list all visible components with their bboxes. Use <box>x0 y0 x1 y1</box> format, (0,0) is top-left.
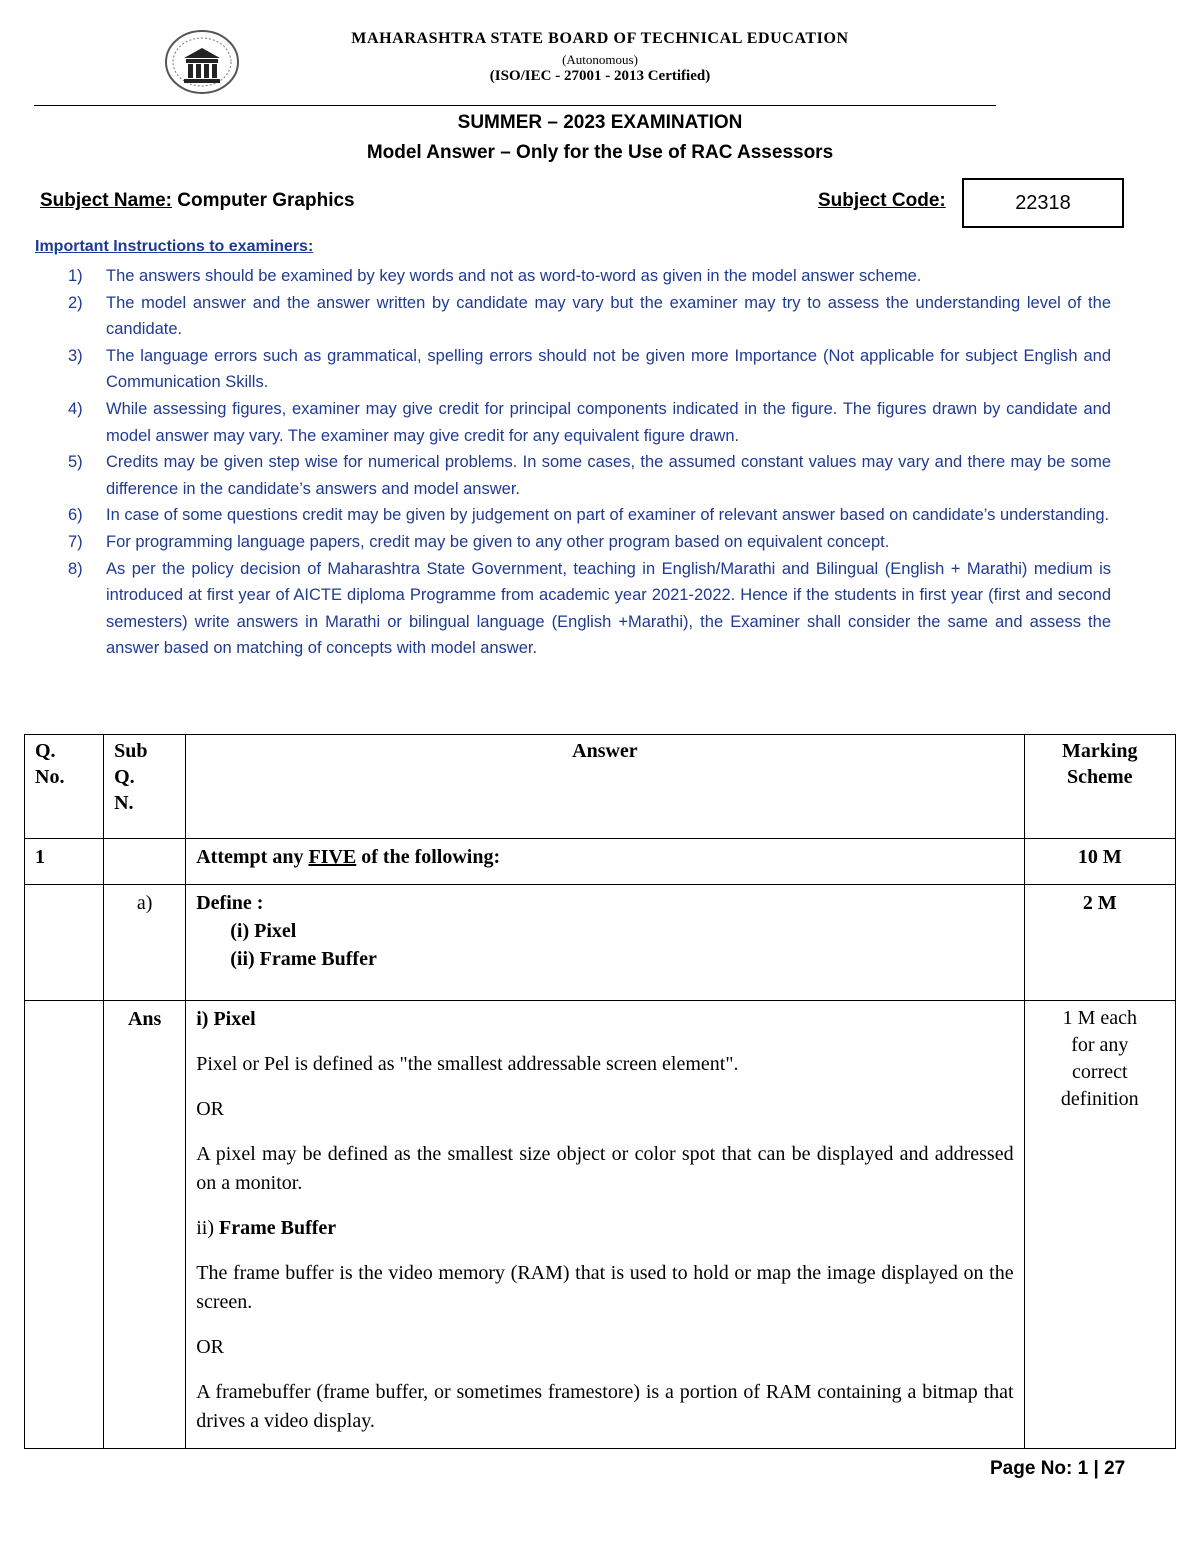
instruction-item: 6) In case of some questions credit may be given by judgement on part of examiner of relevant answer based on candidate’s understanding. <box>68 506 1110 525</box>
row-marks: 10 M <box>1024 839 1175 885</box>
answer-table <box>24 734 1176 1449</box>
instruction-item: 1) The answers should be examined by key words and not as word-to-word as given in the model answer scheme. <box>68 267 922 285</box>
row-marks: 1 M each for any correct definition <box>1024 1001 1175 1449</box>
subject-name <box>40 190 355 212</box>
instruction-item: 8) As per the policy decision of Maharashtra State Government, teaching in English/Marathi and Bilingual (English + Marathi) medium is introduced at first year of AICTE diploma Programme from academic year 2021-2022. Hence if the students in first year (first and second semesters) write answers in Marathi or bilingual language (English +Marathi), the Examiner shall consider the same and assess the answer based on matching of concepts with model answer. <box>68 559 1111 658</box>
answer-or: OR <box>196 1336 225 1358</box>
table-row <box>25 885 1176 1001</box>
row-qno <box>25 885 104 1001</box>
header-divider <box>34 105 996 106</box>
subject-code-value: 22318 <box>962 178 1124 228</box>
row-question: Define : (i) Pixel (ii) Frame Buffer <box>186 885 1024 1001</box>
answer-paragraph: A pixel may be defined as the smallest size object or color spot that can be displayed and addressed on a monitor. <box>196 1143 1014 1194</box>
header-answer: Answer <box>186 735 1024 839</box>
exam-title: SUMMER – 2023 EXAMINATION <box>457 112 743 133</box>
subject-name-label: Subject Name: <box>40 190 172 211</box>
row-question: Attempt any FIVE of the following: <box>186 839 1024 885</box>
table-row <box>25 1001 1176 1449</box>
subject-name-value: Computer Graphics <box>171 190 355 211</box>
row-subqno <box>104 839 186 885</box>
row-subqno: a) <box>104 885 186 1001</box>
iso-certification: (ISO/IEC - 27001 - 2013 Certified) <box>489 68 711 84</box>
instruction-item: 5) Credits may be given step wise for numerical problems. In some cases, the assumed constant values may vary and there may be some difference in the candidate’s answers and model answer. <box>68 453 1111 498</box>
answer-heading-pixel: i) Pixel <box>196 1008 256 1030</box>
row-qno <box>25 1001 104 1449</box>
autonomous-label: (Autonomous) <box>562 52 638 67</box>
instruction-item: 4) While assessing figures, examiner may give credit for principal components indicated in the figure. The figures drawn by candidate and model answer may vary. The examiner may give credit for any equivalent figure drawn. <box>68 399 1111 445</box>
exam-subtitle: Model Answer – Only for the Use of RAC Assessors <box>366 142 834 163</box>
header-marking: Marking Scheme <box>1024 735 1175 839</box>
instruction-item: 2) The model answer and the answer written by candidate may vary but the examiner may try to assess the understanding level of the candidate. <box>68 293 1111 339</box>
row-qno: 1 <box>25 839 104 885</box>
header-subqno: Sub Q. N. <box>104 735 186 839</box>
answer-paragraph: A framebuffer (frame buffer, or sometimes framestore) is a portion of RAM containing a bitmap that drives a video display. <box>196 1381 1014 1432</box>
row-marks: 2 M <box>1024 885 1175 1001</box>
answer-paragraph: Pixel or Pel is defined as "the smallest addressable screen element". <box>196 1053 739 1075</box>
header-qno: Q. No. <box>25 735 104 839</box>
answer-heading-frame-buffer: ii) Frame Buffer <box>196 1217 337 1239</box>
instructions-list <box>68 263 1111 662</box>
instruction-item: 7) For programming language papers, credit may be given to any other program based on equivalent concept. <box>68 532 890 551</box>
table-header-row <box>25 735 1176 839</box>
instruction-item: 3) The language errors such as grammatical, spelling errors should not be given more Importance (Not applicable for subject English and Communication Skills. <box>68 346 1111 392</box>
row-answer <box>186 1001 1024 1449</box>
table-row <box>25 839 1176 885</box>
instructions-heading: Important Instructions to examiners: <box>35 238 314 255</box>
board-name: MAHARASHTRA STATE BOARD OF TECHNICAL EDUCATION <box>351 30 849 47</box>
msbte-logo-icon <box>162 28 242 96</box>
subject-code-label: Subject Code: <box>818 190 946 211</box>
row-subqno: Ans <box>104 1001 186 1449</box>
answer-paragraph: The frame buffer is the video memory (RAM) that is used to hold or map the image displayed on the screen. <box>196 1262 1014 1313</box>
page-number: Page No: 1 | 27 <box>990 1458 1126 1479</box>
answer-or: OR <box>196 1098 225 1120</box>
